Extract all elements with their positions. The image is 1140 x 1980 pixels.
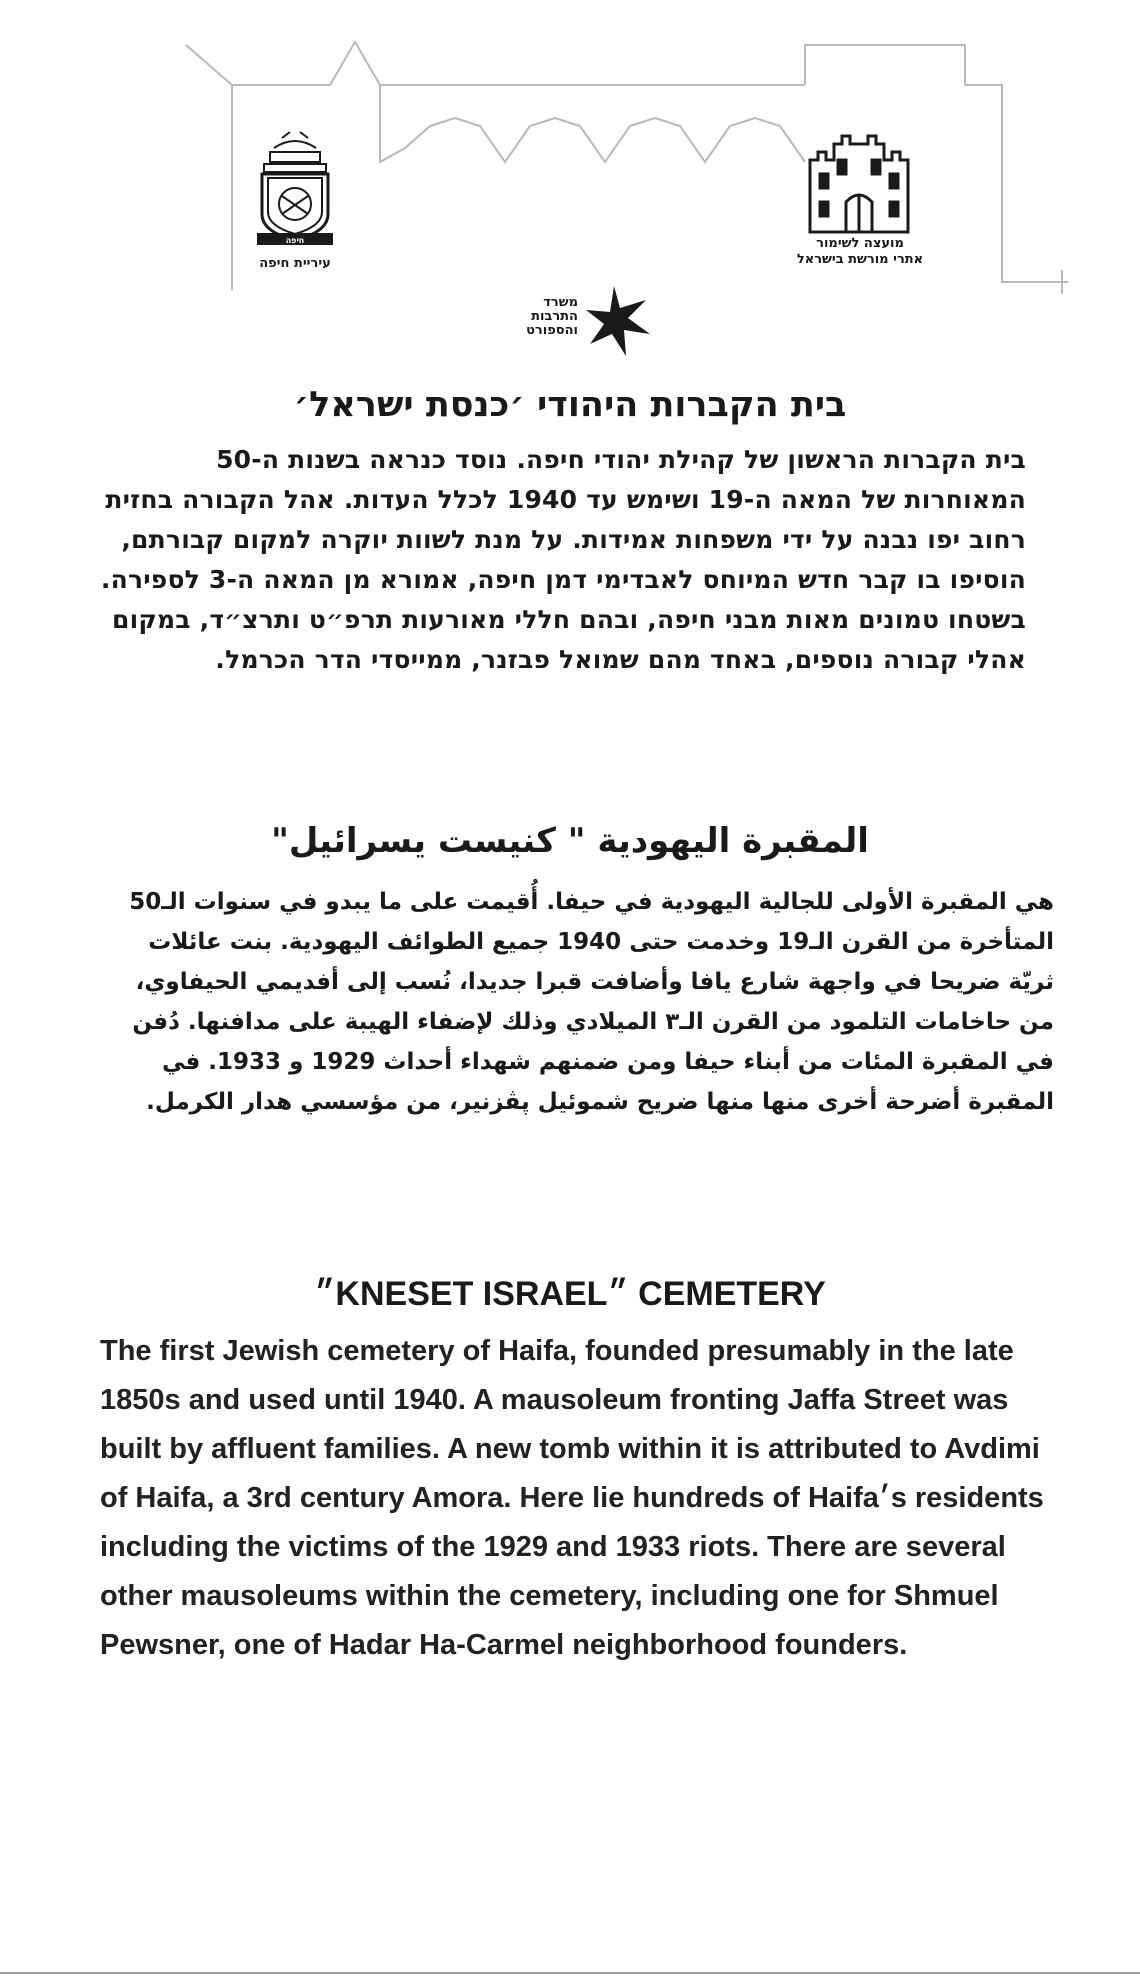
ministry-caption-line2: התרבות bbox=[531, 309, 578, 324]
heritage-council-caption-line2: אתרי מורשת בישראל bbox=[796, 252, 924, 267]
ministry-star-icon bbox=[584, 284, 654, 358]
haifa-caption: עיריית חיפה bbox=[259, 256, 331, 271]
english-title: ״KNESET ISRAEL״ CEMETERY bbox=[314, 1275, 826, 1313]
bottom-divider bbox=[0, 1972, 1140, 1974]
ministry-caption-line1: משרד bbox=[543, 295, 578, 310]
decorative-frame bbox=[0, 0, 1140, 300]
hebrew-body: בית הקברות הראשון של קהילת יהודי חיפה. נוסד כנראה בשנות ה-50 המאוחרות של המאה ה-19 ושימש עד 1940 לכלל העדות. אהל הקבורה בחזית רחוב יפו נבנה על ידי משפחות אמידות. על מנת לשוות יוקרה למקום קבורתם, הוסיפו בו קבר חדש המיוחס לאבדימי דמן חיפה, אמורא מן המאה ה-3 לספירה. בשטחו טמונים מאות מבני חיפה, ובהם חללי מאורעות תרפ״ט ותרצ״ד, במקום אהלי קבורה נוספים, באחד מהם שמואל פבזנר, ממייסדי הדר הכרמל. bbox=[100, 445, 1026, 674]
ministry-caption bbox=[500, 296, 578, 338]
arabic-title: المقبرة اليهودية " كنيست يسرائيل" bbox=[271, 821, 869, 861]
heritage-council-caption-line1: מועצה לשימור bbox=[816, 236, 904, 251]
heritage-council-caption bbox=[780, 236, 940, 268]
ministry-caption-line3: והספורט bbox=[526, 323, 578, 338]
english-body: The first Jewish cemetery of Haifa, founded presumably in the late 1850s and used until 1940. A mausoleum fronting Jaffa Street was built by affluent families. A new tomb within it is attributed to Avdimi of Haifa, a 3rd century Amora. Here lie hundreds of Haifa׳s residents including the victims of the 1929 and 1933 riots. There are several other mausoleums within the cemetery, including one for Shmuel Pewsner, one of Hadar Ha-Carmel neighborhood founders. bbox=[100, 1335, 1044, 1661]
arabic-body: هي المقبرة الأولى للجالية اليهودية في حيفا. أُقيمت على ما يبدو في سنوات الـ50 المتأخرة من القرن الـ19 وخدمت حتى 1940 جميع الطوائف اليهودية. بنت عائلات ثريّة ضريحا في واجهة شارع يافا وأضافت قبرا جديدا، نُسب إلى أفديمي الحيفاوي، من حاخامات التلمود من القرن الـ٣ الميلادي وذلك لإضفاء الهيبة على مدافنها. دُفن في المقبرة المئات من أبناء حيفا ومن ضمنهم شهداء أحداث 1929 و 1933. في المقبرة أضرحة أخرى منها منها ضريح شموئيل پڤزنير، من مؤسسي هدار الكرمل. bbox=[129, 889, 1054, 1115]
heritage-council-icon bbox=[806, 130, 912, 234]
haifa-emblem-text: חיפה bbox=[285, 236, 305, 245]
hebrew-title: בית הקברות היהודי ׳כנסת ישראל׳ bbox=[293, 385, 847, 425]
haifa-emblem-icon bbox=[252, 130, 338, 248]
